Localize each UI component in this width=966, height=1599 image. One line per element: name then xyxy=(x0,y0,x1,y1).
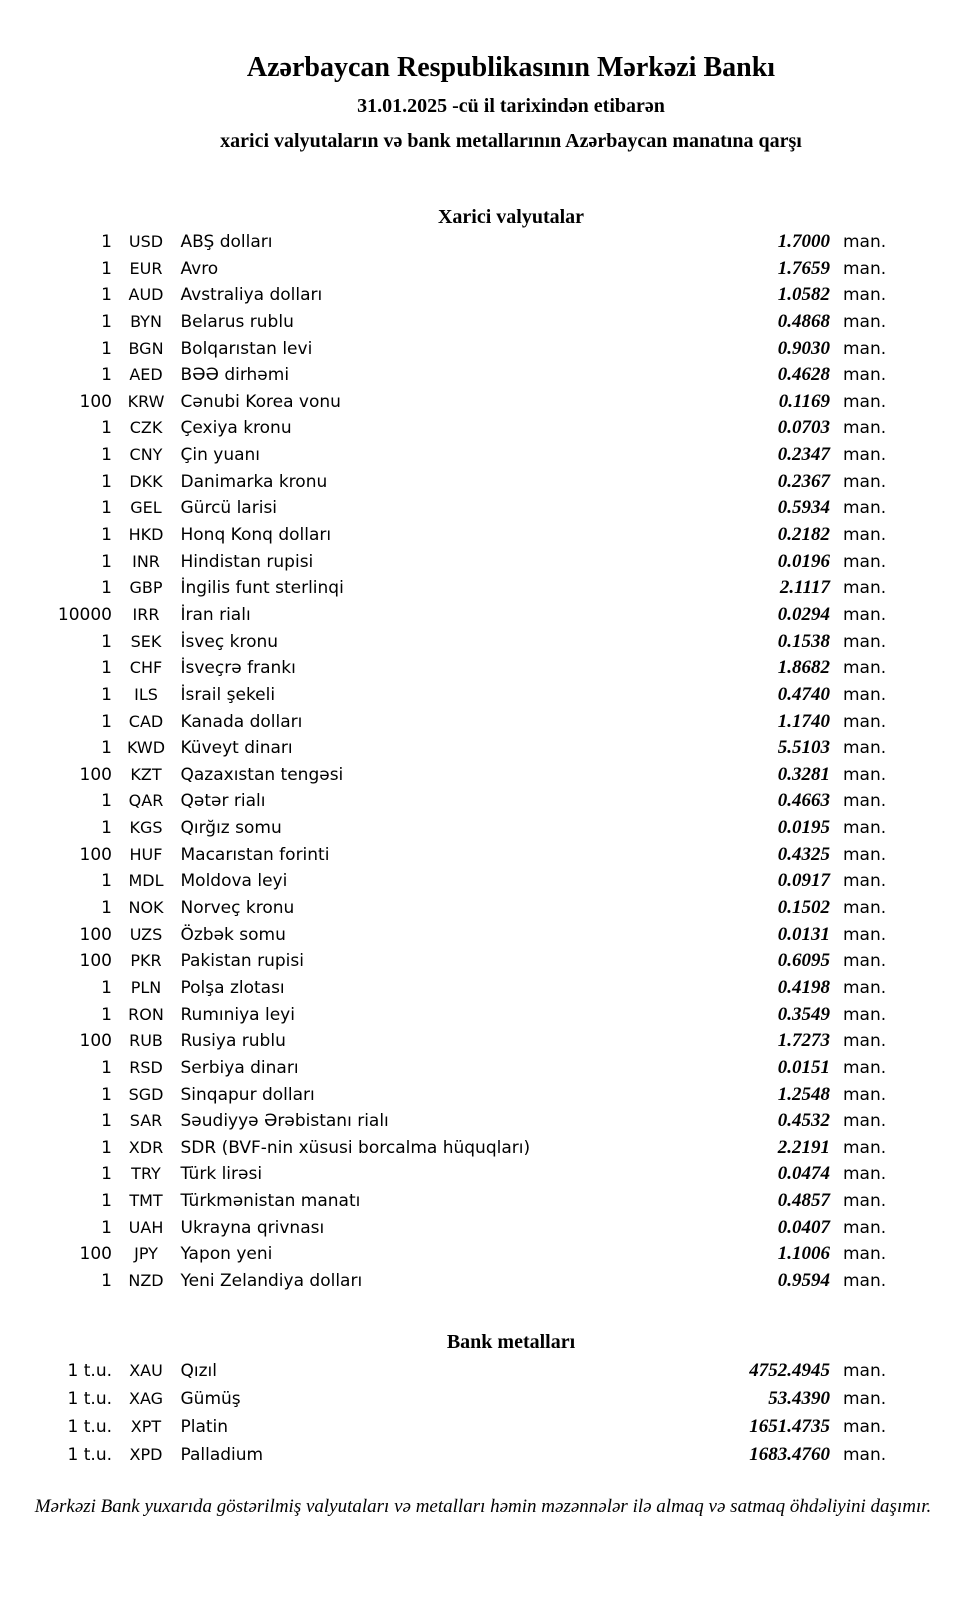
rate-value: 0.4532 xyxy=(777,1110,830,1132)
rate-value: 4752.4945 xyxy=(749,1359,830,1381)
rate-value: 0.1169 xyxy=(778,390,830,412)
manat-unit-label: man. xyxy=(843,711,887,732)
table-row xyxy=(40,469,896,496)
table-row xyxy=(40,735,896,762)
currency-name: Səudiyyə Ərəbistanı rialı xyxy=(180,1111,389,1132)
currency-code: CNY xyxy=(129,445,163,465)
rate-value: 0.0151 xyxy=(777,1056,830,1078)
quantity: 1 xyxy=(101,684,112,705)
quantity: 100 xyxy=(79,951,112,972)
table-row xyxy=(40,575,896,602)
manat-unit-label: man. xyxy=(843,1057,887,1078)
table-row xyxy=(40,1028,896,1055)
quantity: 1 xyxy=(101,471,112,492)
manat-unit-label: man. xyxy=(843,844,887,865)
rate-value: 0.5934 xyxy=(777,497,830,519)
quantity: 100 xyxy=(79,391,112,412)
manat-unit-label: man. xyxy=(843,551,887,572)
currency-code: ILS xyxy=(134,684,158,704)
disclaimer-text: Mərkəzi Bank yuxarıda göstərilmiş valyutaları və metalları həmin məzənnələr ilə almaq və satmaq öhdəliyini daşımır. xyxy=(34,1495,932,1517)
currency-name: Gümüş xyxy=(180,1388,241,1409)
currency-code: KRW xyxy=(127,391,165,411)
rate-value: 0.0703 xyxy=(777,417,830,439)
quantity: 1 xyxy=(101,498,112,519)
quantity: 1 xyxy=(101,977,112,998)
currency-code: XDR xyxy=(128,1137,164,1157)
currency-code: RSD xyxy=(129,1057,163,1077)
quantity: 1 t.u. xyxy=(67,1416,112,1437)
quantity: 1 xyxy=(101,311,112,332)
currency-code: XPT xyxy=(130,1416,162,1436)
currency-code: KWD xyxy=(126,738,166,758)
currency-code: CZK xyxy=(129,418,163,438)
table-row xyxy=(40,842,896,869)
manat-unit-label: man. xyxy=(843,1217,887,1238)
manat-unit-label: man. xyxy=(843,1244,887,1265)
table-row xyxy=(40,415,896,442)
currency-code: USD xyxy=(128,232,164,251)
currency-code: TRY xyxy=(131,1164,161,1184)
currency-name: Danimarka kronu xyxy=(180,471,328,492)
quantity: 1 t.u. xyxy=(67,1388,112,1409)
currency-name: Ukrayna qrivnası xyxy=(180,1217,325,1238)
currency-name: Yeni Zelandiya dolları xyxy=(180,1270,363,1291)
currency-code: UZS xyxy=(129,924,163,944)
manat-unit-label: man. xyxy=(843,1444,887,1465)
manat-unit-label: man. xyxy=(843,764,887,785)
manat-unit-label: man. xyxy=(843,604,887,625)
table-row xyxy=(40,495,896,522)
currency-name: Macarıstan forinti xyxy=(180,844,330,865)
currency-name: Rumıniya leyi xyxy=(180,1004,295,1025)
quantity: 1 xyxy=(101,1057,112,1078)
table-row xyxy=(40,788,896,815)
currency-code: HUF xyxy=(129,844,163,864)
quantity: 1 xyxy=(101,258,112,279)
quantity: 10000 xyxy=(57,604,112,625)
currency-name: Moldova leyi xyxy=(180,871,288,892)
table-row xyxy=(40,975,896,1002)
rate-value: 0.4857 xyxy=(777,1190,830,1212)
metal-rates-table xyxy=(40,1357,896,1469)
rate-value: 0.4868 xyxy=(777,310,830,332)
currency-name: SDR (BVF-nin xüsusi borcalma hüquqları) xyxy=(180,1137,531,1158)
currency-name: Belarus rublu xyxy=(180,311,294,332)
rate-value: 0.0917 xyxy=(777,870,830,892)
manat-unit-label: man. xyxy=(843,684,887,705)
table-row xyxy=(40,762,896,789)
rate-value: 0.0474 xyxy=(777,1163,830,1185)
table-row xyxy=(40,336,896,363)
currency-name: Pakistan rupisi xyxy=(180,951,304,972)
currencies-section-title: Xarici valyutalar xyxy=(437,206,585,228)
table-row xyxy=(40,1055,896,1082)
currency-code: GBP xyxy=(129,578,163,598)
table-row xyxy=(40,1215,896,1242)
table-row xyxy=(40,709,896,736)
rate-value: 0.6095 xyxy=(777,950,830,972)
table-row xyxy=(40,1161,896,1188)
manat-unit-label: man. xyxy=(843,1164,887,1185)
table-row xyxy=(40,256,896,283)
quantity: 1 xyxy=(101,1164,112,1185)
manat-unit-label: man. xyxy=(843,445,887,466)
currency-code: BGN xyxy=(128,338,164,358)
quantity: 1 t.u. xyxy=(67,1444,112,1465)
currency-code: EUR xyxy=(129,258,163,278)
quantity: 1 xyxy=(101,418,112,439)
table-row xyxy=(40,655,896,682)
currency-code: KZT xyxy=(130,764,162,784)
rate-value: 2.2191 xyxy=(777,1136,830,1158)
manat-unit-label: man. xyxy=(843,338,887,359)
currency-name: İsrail şekeli xyxy=(180,684,276,705)
currency-name: Çexiya kronu xyxy=(180,418,292,439)
currency-code: GEL xyxy=(130,498,162,518)
quantity: 1 xyxy=(101,1111,112,1132)
currency-name: Çin yuanı xyxy=(180,445,261,466)
manat-unit-label: man. xyxy=(843,578,887,599)
table-row xyxy=(40,1082,896,1109)
rate-value: 1.1006 xyxy=(777,1243,830,1265)
currency-rates-table xyxy=(40,229,896,1295)
quantity: 1 xyxy=(101,791,112,812)
table-row xyxy=(40,282,896,309)
currency-code: RON xyxy=(128,1004,164,1024)
rate-value: 0.2347 xyxy=(777,444,830,466)
currency-name: Kanada dolları xyxy=(180,711,303,732)
currency-name: Qazaxıstan tengəsi xyxy=(180,764,344,785)
rate-value: 1.7000 xyxy=(777,231,830,252)
rate-value: 53.4390 xyxy=(768,1387,830,1409)
table-row xyxy=(40,1241,896,1268)
table-row xyxy=(40,868,896,895)
manat-unit-label: man. xyxy=(843,1004,887,1025)
table-row xyxy=(40,309,896,336)
currency-name: Palladium xyxy=(180,1444,264,1465)
currency-name: Avstraliya dolları xyxy=(180,285,323,306)
table-row xyxy=(40,1413,896,1441)
currency-code: BYN xyxy=(130,311,162,331)
manat-unit-label: man. xyxy=(843,951,887,972)
quantity: 1 xyxy=(101,898,112,919)
quantity: 1 xyxy=(101,1217,112,1238)
exchange-rates-document xyxy=(0,50,966,1519)
manat-unit-label: man. xyxy=(843,525,887,546)
currency-name: Hindistan rupisi xyxy=(180,551,314,572)
currency-code: SAR xyxy=(129,1111,163,1131)
currency-name: Rusiya rublu xyxy=(180,1031,286,1052)
rate-value: 0.2367 xyxy=(777,470,830,492)
rate-value: 1.7273 xyxy=(777,1030,830,1052)
quantity: 1 xyxy=(101,1004,112,1025)
rate-value: 0.4325 xyxy=(777,843,830,865)
currency-name: Polşa zlotası xyxy=(180,977,285,998)
manat-unit-label: man. xyxy=(843,418,887,439)
currency-code: DKK xyxy=(129,471,163,491)
table-row xyxy=(40,1441,896,1469)
quantity: 1 t.u. xyxy=(67,1360,112,1381)
currency-code: XAU xyxy=(129,1360,163,1380)
currency-code: MDL xyxy=(128,871,164,891)
rate-value: 0.4628 xyxy=(777,364,830,386)
table-row xyxy=(40,389,896,416)
currency-name: İngilis funt sterlinqi xyxy=(180,578,344,599)
table-row xyxy=(40,362,896,389)
rate-value: 1.1740 xyxy=(777,710,830,732)
quantity: 1 xyxy=(101,1084,112,1105)
rate-value: 0.4740 xyxy=(777,683,830,705)
metals-section-title: Bank metalları xyxy=(446,1330,576,1353)
currency-name: Norveç kronu xyxy=(180,898,295,919)
quantity: 100 xyxy=(79,1244,112,1265)
rate-value: 0.0294 xyxy=(777,603,830,625)
quantity: 1 xyxy=(101,1270,112,1291)
currency-code: IRR xyxy=(132,604,160,624)
table-row xyxy=(40,1135,896,1162)
manat-unit-label: man. xyxy=(843,818,887,839)
effective-date-line: 31.01.2025 -cü il tarixindən etibarən xyxy=(357,95,665,117)
manat-unit-label: man. xyxy=(843,1031,887,1052)
table-row xyxy=(40,922,896,949)
currency-name: Gürcü larisi xyxy=(180,498,278,519)
quantity: 100 xyxy=(79,1031,112,1052)
currency-code: PLN xyxy=(130,977,162,997)
quantity: 1 xyxy=(101,738,112,759)
manat-unit-label: man. xyxy=(843,1191,887,1212)
rate-value: 0.9030 xyxy=(777,337,830,359)
currency-code: KGS xyxy=(129,818,163,838)
scope-line: xarici valyutaların və bank metallarının Azərbaycan manatına qarşı xyxy=(220,130,802,152)
table-row xyxy=(40,629,896,656)
page-title: Azərbaycan Respublikasının Mərkəzi Bankı xyxy=(246,52,776,83)
currency-name: Küveyt dinarı xyxy=(180,738,293,759)
table-row xyxy=(40,229,896,256)
currency-name: İsveç kronu xyxy=(180,631,279,652)
currency-name: Yapon yeni xyxy=(180,1244,273,1265)
manat-unit-label: man. xyxy=(843,285,887,306)
quantity: 1 xyxy=(101,445,112,466)
currency-name: Cənubi Korea vonu xyxy=(180,391,341,412)
table-row xyxy=(40,1188,896,1215)
currency-name: İran rialı xyxy=(180,604,251,625)
table-row xyxy=(40,815,896,842)
rate-value: 1651.4735 xyxy=(749,1415,830,1437)
manat-unit-label: man. xyxy=(843,498,887,519)
manat-unit-label: man. xyxy=(843,1137,887,1158)
manat-unit-label: man. xyxy=(843,1111,887,1132)
quantity: 1 xyxy=(101,658,112,679)
currency-code: NOK xyxy=(128,898,164,918)
currency-name: Qızıl xyxy=(180,1360,217,1381)
quantity: 100 xyxy=(79,764,112,785)
currency-name: Bolqarıstan levi xyxy=(180,338,313,359)
quantity: 1 xyxy=(101,338,112,359)
currency-code: HKD xyxy=(128,525,164,545)
rate-value: 5.5103 xyxy=(777,737,830,759)
table-row xyxy=(40,1108,896,1135)
rate-value: 0.3281 xyxy=(777,763,830,785)
manat-unit-label: man. xyxy=(843,232,887,252)
currency-name: Qətər rialı xyxy=(180,791,266,812)
currency-code: CHF xyxy=(129,658,163,678)
currency-code: UAH xyxy=(128,1217,164,1237)
currency-code: XAG xyxy=(128,1388,164,1408)
currency-code: SGD xyxy=(128,1084,164,1104)
manat-unit-label: man. xyxy=(843,471,887,492)
quantity: 100 xyxy=(79,844,112,865)
table-row xyxy=(40,1002,896,1029)
quantity: 1 xyxy=(101,1191,112,1212)
manat-unit-label: man. xyxy=(843,1416,887,1437)
rate-value: 0.0196 xyxy=(777,550,830,572)
manat-unit-label: man. xyxy=(843,898,887,919)
manat-unit-label: man. xyxy=(843,391,887,412)
rate-value: 0.0407 xyxy=(777,1216,830,1238)
rate-value: 0.2182 xyxy=(777,524,830,546)
rate-value: 0.0131 xyxy=(777,923,830,945)
quantity: 1 xyxy=(101,711,112,732)
rate-value: 0.3549 xyxy=(777,1003,830,1025)
rate-value: 0.4198 xyxy=(777,976,830,998)
currency-code: NZD xyxy=(128,1270,164,1290)
quantity: 1 xyxy=(101,551,112,572)
quantity: 1 xyxy=(101,285,112,306)
currency-name: Avro xyxy=(180,258,219,279)
currency-name: Sinqapur dolları xyxy=(180,1084,315,1105)
table-row xyxy=(40,602,896,629)
currency-code: RUB xyxy=(129,1031,163,1051)
manat-unit-label: man. xyxy=(843,658,887,679)
table-row xyxy=(40,522,896,549)
currency-code: AUD xyxy=(128,285,164,305)
manat-unit-label: man. xyxy=(843,871,887,892)
manat-unit-label: man. xyxy=(843,1270,887,1291)
table-row xyxy=(40,1385,896,1413)
currency-code: JPY xyxy=(134,1244,158,1264)
table-row xyxy=(40,1268,896,1295)
currency-name: Honq Konq dolları xyxy=(180,525,332,546)
rate-value: 0.1538 xyxy=(777,630,830,652)
manat-unit-label: man. xyxy=(843,1388,887,1409)
currency-code: XPD xyxy=(129,1444,163,1464)
currency-name: Türk lirəsi xyxy=(180,1164,263,1185)
manat-unit-label: man. xyxy=(843,365,887,386)
currency-code: CAD xyxy=(128,711,164,731)
quantity: 1 xyxy=(101,365,112,386)
rate-value: 1.0582 xyxy=(777,284,830,306)
currency-code: INR xyxy=(132,551,160,571)
table-row xyxy=(40,682,896,709)
table-row xyxy=(40,1357,896,1385)
manat-unit-label: man. xyxy=(843,1360,887,1381)
currency-name: Türkmənistan manatı xyxy=(180,1191,361,1212)
rate-value: 1.2548 xyxy=(777,1083,830,1105)
manat-unit-label: man. xyxy=(843,738,887,759)
table-row xyxy=(40,549,896,576)
currency-name: Serbiya dinarı xyxy=(180,1057,299,1078)
quantity: 1 xyxy=(101,818,112,839)
manat-unit-label: man. xyxy=(843,631,887,652)
quantity: 1 xyxy=(101,631,112,652)
rate-value: 2.1117 xyxy=(779,577,830,599)
table-row xyxy=(40,895,896,922)
currency-code: PKR xyxy=(130,951,162,971)
currency-name: İsveçrə frankı xyxy=(180,658,296,679)
manat-unit-label: man. xyxy=(843,977,887,998)
rate-value: 1683.4760 xyxy=(749,1443,830,1465)
rate-value: 0.4663 xyxy=(777,790,830,812)
manat-unit-label: man. xyxy=(843,791,887,812)
quantity: 1 xyxy=(101,871,112,892)
currency-name: Platin xyxy=(180,1416,229,1437)
quantity: 100 xyxy=(79,924,112,945)
manat-unit-label: man. xyxy=(843,311,887,332)
table-row xyxy=(40,948,896,975)
quantity: 1 xyxy=(101,1137,112,1158)
rate-value: 1.7659 xyxy=(777,257,830,279)
currency-code: SEK xyxy=(130,631,162,651)
currency-code: TMT xyxy=(129,1191,163,1211)
currency-code: AED xyxy=(129,365,163,385)
manat-unit-label: man. xyxy=(843,1084,887,1105)
currency-name: Qırğız somu xyxy=(180,818,282,839)
manat-unit-label: man. xyxy=(843,924,887,945)
quantity: 1 xyxy=(101,578,112,599)
quantity: 1 xyxy=(101,525,112,546)
currency-name: ABŞ dolları xyxy=(180,232,273,252)
currency-code: QAR xyxy=(128,791,164,811)
currency-name: Özbək somu xyxy=(180,924,286,945)
rate-value: 0.9594 xyxy=(777,1269,830,1291)
rate-value: 0.0195 xyxy=(777,817,830,839)
table-row xyxy=(40,442,896,469)
rate-value: 1.8682 xyxy=(777,657,830,679)
quantity: 1 xyxy=(101,232,112,252)
rate-value: 0.1502 xyxy=(777,897,830,919)
manat-unit-label: man. xyxy=(843,258,887,279)
currency-name: BƏƏ dirhəmi xyxy=(180,365,290,386)
